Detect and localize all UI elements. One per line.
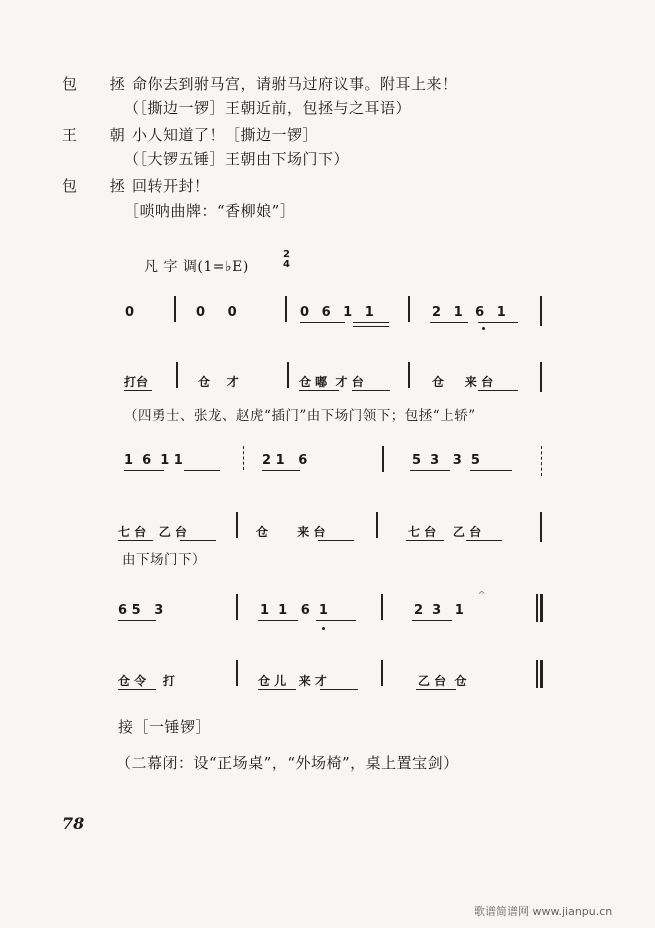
barline [381, 594, 383, 620]
notes-measure: 2 1 6 [262, 453, 308, 468]
underline [430, 322, 468, 323]
stage-direction-3: （四勇士、张龙、赵虎“插门”由下场门领下；包拯“上轿” [124, 408, 476, 424]
underline [124, 390, 152, 391]
percussion-measure: 乙 台 仓 [418, 674, 467, 688]
underline [316, 620, 356, 621]
stage-direction-1: （［撕边一锣］王朝近前，包拯与之耳语） [124, 99, 412, 117]
barline [176, 362, 178, 388]
underline [118, 620, 156, 621]
barline [541, 446, 544, 476]
percussion-measure: 打台 [124, 375, 149, 389]
low-octave-dot [322, 627, 325, 630]
underline [410, 470, 450, 471]
underline [184, 470, 220, 471]
underline [124, 470, 164, 471]
notes-measure: 2 1 6 1 [432, 305, 506, 320]
percussion-measure: 七 台 乙 台 [408, 525, 482, 539]
underline [118, 540, 153, 541]
speaker-bao-zheng-1: 包 拯 [62, 75, 139, 93]
notes-measure: 5 3 3 5 [412, 453, 480, 468]
underline [320, 689, 358, 690]
speaker-bao-zheng-2: 包 拯 [62, 177, 139, 195]
underline [406, 540, 444, 541]
fermata-icon: 𝄐 [479, 588, 485, 599]
underline [262, 470, 300, 471]
speaker-wang-chao: 王 朝 [62, 126, 139, 144]
suona-tune-label: ［唢呐曲牌：“香柳娘”］ [124, 202, 296, 220]
time-signature-bottom: 4 [283, 259, 290, 270]
low-octave-dot [482, 327, 485, 330]
underline [412, 620, 452, 621]
underline [180, 540, 216, 541]
underline [466, 540, 502, 541]
next-cue: 接［一锤锣］ [118, 718, 212, 736]
dialogue-line-1: 命你去到驸马宫，请驸马过府议事。附耳上来！ [132, 75, 458, 93]
stage-direction-2: （［大锣五锤］王朝由下场门下） [124, 150, 350, 168]
time-signature-top: 2 [283, 249, 290, 260]
percussion-measure: 仓 令 打 [118, 674, 175, 688]
final-barline [540, 594, 543, 622]
barline [236, 594, 238, 620]
percussion-measure: 仓 儿 来 才 [258, 674, 327, 688]
underline [353, 322, 389, 323]
barline [285, 296, 287, 322]
underline [352, 390, 390, 391]
barline [408, 296, 410, 322]
percussion-measure: 七 台 乙 台 [118, 525, 187, 539]
barline [408, 362, 410, 388]
underline [470, 470, 512, 471]
notes-measure: 6 5 3 [118, 603, 164, 618]
barline [540, 296, 542, 326]
barline [540, 362, 542, 392]
percussion-measure: 仓 嘟 才 台 [299, 375, 364, 389]
barline [381, 660, 383, 686]
notes-measure: 1 1 6 1 [260, 603, 328, 618]
barline [376, 512, 378, 538]
site-watermark: 歌谱简谱网 www.jianpu.cn [474, 905, 613, 918]
barline [287, 362, 289, 388]
barline [236, 512, 238, 538]
underline [353, 326, 389, 327]
underline [258, 620, 298, 621]
page-number: 78 [62, 814, 85, 833]
barline [540, 512, 542, 542]
percussion-measure: 仓 来 台 [256, 525, 326, 539]
underline [118, 689, 156, 690]
underline [478, 390, 518, 391]
dialogue-line-2: 小人知道了！［撕边一锣］ [132, 126, 319, 144]
barline [236, 660, 238, 686]
key-signature: 凡 字 调(1=♭E) [144, 259, 249, 275]
underline [318, 540, 354, 541]
notes-measure: 0 6 1 1 [300, 305, 374, 320]
dialogue-line-3: 回转开封！ [132, 177, 210, 195]
final-barline [536, 660, 538, 688]
percussion-measure: 仓 来 台 [432, 375, 494, 389]
notes-measure: 0 [125, 305, 135, 320]
percussion-measure: 仓 才 [198, 375, 239, 389]
closing-direction: （二幕闭：设“正场桌”，“外场椅”，桌上置宝剑） [116, 754, 459, 772]
underline [300, 322, 345, 323]
final-barline [540, 660, 543, 688]
notes-measure: 0 0 [196, 305, 237, 320]
barline [174, 296, 176, 322]
underline [299, 390, 339, 391]
underline [478, 322, 518, 323]
underline [258, 689, 296, 690]
barline [243, 446, 246, 470]
time-signature [283, 250, 290, 270]
notes-measure: 1 6 1 1 [124, 453, 183, 468]
notes-measure: 2 3 1 [414, 603, 464, 618]
final-barline [536, 594, 538, 622]
stage-direction-3-cont: 由下场门下） [122, 552, 206, 568]
underline [416, 689, 456, 690]
barline [382, 446, 384, 472]
